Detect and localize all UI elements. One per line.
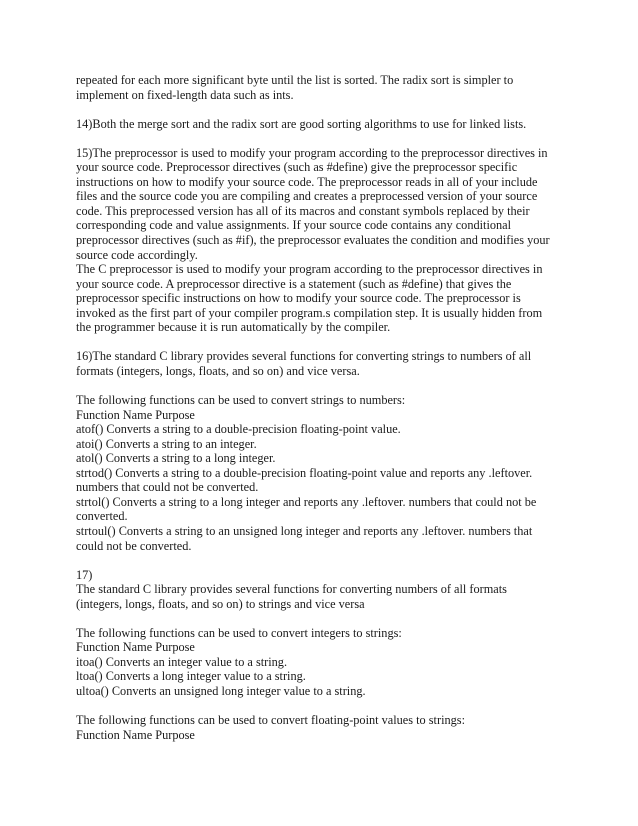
text-line: (integers, longs, floats, and so on) to strings and vice versa <box>76 596 365 611</box>
text-line: strtod() Converts a string to a double-precision floating-point value and reports any .leftover. <box>76 465 533 480</box>
paragraph-gap <box>76 611 566 626</box>
text-line: numbers that could not be converted. <box>76 480 259 495</box>
text-line: instructions on how to modify your source code. The preprocessor reads in all of your include <box>76 174 538 189</box>
paragraph-string-to-number-functions <box>76 393 566 553</box>
text-line: source code accordingly. <box>76 247 198 262</box>
text-line: formats (integers, longs, floats, and so on) and vice versa. <box>76 363 360 378</box>
paragraph-15 <box>76 146 566 335</box>
document-page <box>76 73 566 742</box>
paragraph-float-to-string-functions <box>76 713 566 742</box>
paragraph-gap <box>76 131 566 146</box>
text-line: files and the source code you are compiling and creates a preprocessed version of your source <box>76 189 538 204</box>
text-line: The following functions can be used to convert integers to strings: <box>76 625 402 640</box>
text-line: implement on fixed-length data such as ints. <box>76 87 294 102</box>
text-line: The standard C library provides several functions for converting numbers of all formats <box>76 582 507 597</box>
paragraph-14 <box>76 117 566 132</box>
text-line: 16)The standard C library provides several functions for converting strings to numbers of all <box>76 349 532 364</box>
text-line: 14)Both the merge sort and the radix sort are good sorting algorithms to use for linked lists. <box>76 116 527 131</box>
text-line: repeated for each more significant byte until the list is sorted. The radix sort is simpler to <box>76 73 514 87</box>
paragraph-gap <box>76 699 566 714</box>
paragraph-radix-sort <box>76 73 566 102</box>
text-line: ultoa() Converts an unsigned long integer value to a string. <box>76 683 366 698</box>
paragraph-gap <box>76 553 566 568</box>
text-line: code. This preprocessed version has all of its macros and constant symbols replaced by their <box>76 203 530 218</box>
text-line: invoked as the first part of your compiler program.s compilation step. It is usually hidden from <box>76 305 543 320</box>
text-line: 15)The preprocessor is used to modify your program according to the preprocessor directives in <box>76 145 548 160</box>
text-line: Function Name Purpose <box>76 640 195 655</box>
text-line: atof() Converts a string to a double-precision floating-point value. <box>76 422 401 437</box>
text-line: strtol() Converts a string to a long integer and reports any .leftover. numbers that could not be <box>76 494 537 509</box>
text-line: strtoul() Converts a string to an unsigned long integer and reports any .leftover. numbers that <box>76 523 533 538</box>
paragraph-gap <box>76 378 566 393</box>
text-line: your source code. A preprocessor directive is a statement (such as #define) that gives the <box>76 276 512 291</box>
paragraph-16 <box>76 349 566 378</box>
paragraph-integer-to-string-functions <box>76 626 566 699</box>
text-line: 17) <box>76 567 93 582</box>
text-line: The following functions can be used to convert strings to numbers: <box>76 393 406 408</box>
paragraph-17 <box>76 568 566 612</box>
text-line: preprocessor directives (such as #if), the preprocessor evaluates the condition and modifies your <box>76 233 550 248</box>
text-line: preprocessor specific instructions on how to modify your source code. The preprocessor is <box>76 291 521 306</box>
text-line: itoa() Converts an integer value to a string. <box>76 654 288 669</box>
paragraph-gap <box>76 335 566 350</box>
paragraph-gap <box>76 102 566 117</box>
text-line: Function Name Purpose <box>76 407 195 422</box>
text-line: the programmer because it is run automatically by the compiler. <box>76 320 391 335</box>
text-line: atoi() Converts a string to an integer. <box>76 436 257 451</box>
text-line: Function Name Purpose <box>76 727 195 742</box>
text-line: The following functions can be used to convert floating-point values to strings: <box>76 713 465 728</box>
text-line: your source code. Preprocessor directives (such as #define) give the preprocessor specific <box>76 160 518 175</box>
text-line: converted. <box>76 509 128 524</box>
text-line: The C preprocessor is used to modify your program according to the preprocessor directives in <box>76 262 543 277</box>
text-line: could not be converted. <box>76 538 192 553</box>
text-line: ltoa() Converts a long integer value to a string. <box>76 669 306 684</box>
text-line: atol() Converts a string to a long integer. <box>76 451 276 466</box>
text-line: corresponding code and value assignments. If your source code contains any conditional <box>76 218 512 233</box>
